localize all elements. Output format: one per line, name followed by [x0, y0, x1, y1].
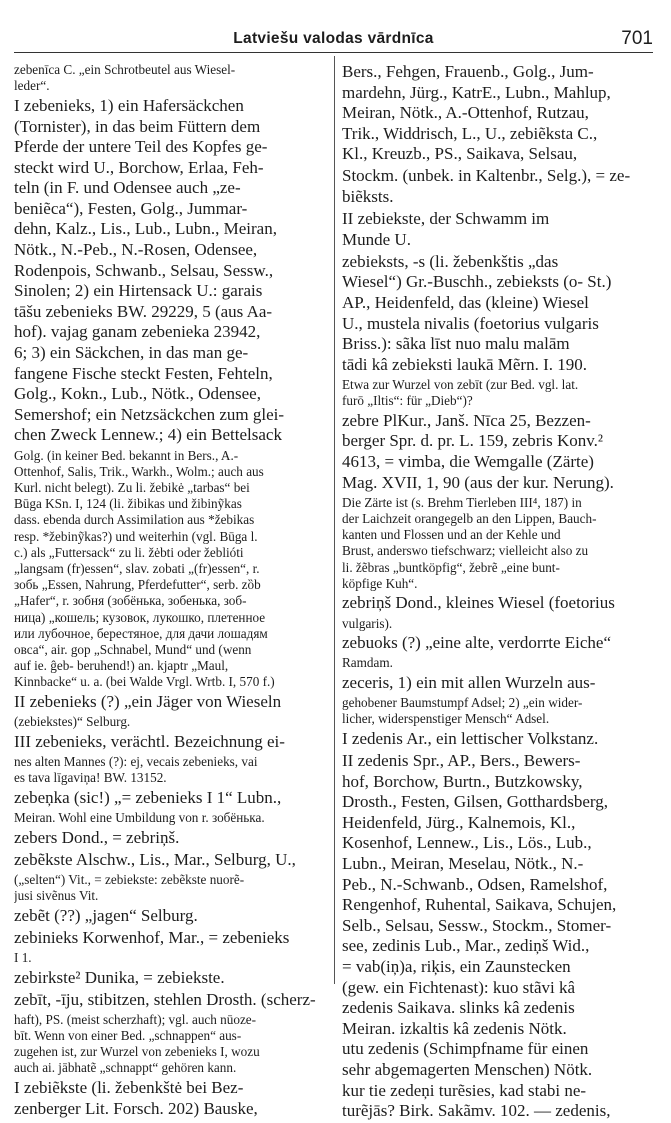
- entry-line: Trik., Widdrisch, L., U., zebiẽksta C.,: [342, 123, 598, 143]
- entry-line: Mag. XVII, 1, 90 (aus der kur. Nerung).: [342, 472, 614, 492]
- entry-line: dehn, Kalz., Lis., Lub., Lubn., Meiran,: [14, 219, 277, 239]
- entry-line: (gew. ein Fichtenast): kuo stãvi kâ: [342, 977, 576, 997]
- dictionary-entry: [14, 872, 326, 904]
- entry-line: („selten“) Vit., = zebiekste: zebẽkste nuorẽ-: [14, 871, 245, 887]
- entry-line: hof). vajag ganam zebenieka 23942,: [14, 322, 261, 342]
- entry-line: zugehen ist, zur Wurzel von zebenieks I, wozu: [14, 1044, 260, 1060]
- entry-line: 4613, = vimba, die Wemgalle (Zärte): [342, 452, 594, 471]
- dictionary-entry: [14, 692, 326, 713]
- entry-line: mardehn, Jürg., KatrE., Lubn., Mahlup,: [342, 82, 611, 102]
- entry-line: Nötk., N.-Peb., N.-Rosen, Odensee,: [14, 240, 258, 260]
- entry-line: I zedenis Ar., ein lettischer Volkstanz.: [342, 729, 599, 748]
- entry-line: „Hafer“, r. зобня (зобёнька, зобенька, зоб-: [14, 593, 247, 609]
- entry-line: или лубочное, берестяное, для дачи лошадям: [14, 625, 268, 641]
- dictionary-entry: [342, 411, 655, 493]
- entry-line: Brust, anderswo tiefschwarz; vielleicht also zu: [342, 543, 589, 559]
- entry-line: jusi sivẽnus Vit.: [14, 888, 99, 904]
- dictionary-entry: [14, 62, 326, 94]
- entry-line: zebẽt (??) „jagen“ Selburg.: [14, 905, 198, 925]
- entry-line: Ramdam.: [342, 655, 393, 671]
- entry-line: Rodenpois, Schwanb., Selsau, Sessw.,: [14, 260, 274, 280]
- entry-line: bīt. Wenn von einer Bed. „schnappen“ aus-: [14, 1028, 242, 1044]
- entry-line: köpfige Kuh“.: [342, 575, 418, 591]
- dictionary-entry: [342, 695, 655, 727]
- entry-line: „langsam (fr)essen“, slav. zobati „(fr)essen“, r.: [14, 560, 260, 576]
- entry-line: tāšu zebenieks BW. 29229, 5 (aus Aa-: [14, 301, 273, 321]
- entry-line: Meiran. Wohl eine Umbildung von r. зобёнька.: [14, 809, 265, 825]
- entry-line: (Tornister), in das beim Füttern dem: [14, 116, 261, 136]
- entry-line: c.) als „Futtersack“ zu li. žėbti oder žeblióti: [14, 544, 244, 560]
- dictionary-entry: [342, 252, 655, 376]
- entry-line: Munde U.: [342, 229, 411, 249]
- entry-line: zebre PlKur., Janš. Nīca 25, Bezzen-: [342, 410, 591, 430]
- entry-line: Golg., Kokn., Lub., Nötk., Odensee,: [14, 384, 261, 404]
- entry-line: zebriņš Dond., kleines Wiesel (foetorius: [342, 593, 615, 613]
- entry-line: Selb., Selsau, Sessw., Stockm., Stomer-: [342, 915, 612, 935]
- entry-line: Peb., N.-Schwanb., Odsen, Ramelshof,: [342, 874, 608, 894]
- entry-line: zenberger Lit. Forsch. 202) Bauske,: [14, 1098, 258, 1118]
- entry-line: Kl., Kreuzb., PS., Saikava, Selsau,: [342, 144, 578, 164]
- page-header: [14, 28, 653, 53]
- entry-line: Golg. (in keiner Bed. bekannt in Bers., A.-: [14, 447, 239, 463]
- column-divider: [334, 56, 335, 984]
- entry-line: Pferde der untere Teil des Kopfes ge-: [14, 137, 268, 157]
- entry-line: (zebiekstes)“ Selburg.: [14, 714, 131, 730]
- entry-line: es tava līgaviņa! BW. 13152.: [14, 770, 167, 786]
- entry-line: ница) „кошель; кузовок, лукошко, плетенное: [14, 609, 266, 625]
- entry-line: I zebiẽkste (li. žebenkštė bei Bez-: [14, 1078, 244, 1098]
- entry-line: II zedenis Spr., AP., Bers., Bewers-: [342, 751, 581, 771]
- dictionary-entry: [14, 788, 326, 809]
- dictionary-entry: [14, 1078, 326, 1119]
- entry-line: leder“.: [14, 78, 50, 94]
- entry-line: utu zedenis (Schimpfname für einen: [342, 1039, 589, 1059]
- left-column: [14, 62, 326, 1121]
- dictionary-entry: [14, 968, 326, 989]
- entry-line: auf ie. ĝeb- beruhend!) an. kjaptr „Maul,: [14, 658, 229, 674]
- entry-line: Kosenhof, Lennew., Lis., Lös., Lub.,: [342, 833, 592, 853]
- entry-line: steckt wird U., Borchow, Erlaa, Feh-: [14, 157, 264, 177]
- entry-line: Kurl. nicht belegt). Zu li. žebikė „tarbas“ bei: [14, 479, 250, 495]
- entry-line: kur tie zedeņi turẽsies, kad stabi ne-: [342, 1080, 587, 1100]
- dictionary-entry: [14, 950, 326, 966]
- dictionary-entry: [14, 990, 326, 1011]
- entry-line: chen Zweck Lennew.; 4) ein Bettelsack: [14, 425, 282, 445]
- dictionary-entry: [14, 1012, 326, 1077]
- entry-line: zebīt, -īju, stibitzen, stehlen Drosth. (scherz-: [14, 989, 316, 1009]
- entry-line: gehobener Baumstumpf Adsel; 2) „ein wider-: [342, 695, 583, 711]
- entry-line: = vab(iņ)a, riķis, ein Zaunstecken: [342, 957, 571, 977]
- entry-line: der Laichzeit orangegelb an den Lippen, Bauch-: [342, 510, 597, 526]
- entry-line: dass. ebenda durch Assimilation aus *žebikas: [14, 512, 255, 528]
- dictionary-entry: [14, 754, 326, 786]
- entry-line: sehr abgemagerten Menschen) Nötk.: [342, 1060, 593, 1079]
- entry-line: Semershof; ein Netzsäckchen zum glei-: [14, 404, 285, 424]
- dictionary-entry: [342, 593, 655, 614]
- page-number: 701: [621, 28, 653, 49]
- entry-line: haft), PS. (meist scherzhaft); vgl. auch nūoze-: [14, 1011, 257, 1027]
- entry-line: AP., Heidenfeld, das (kleine) Wiesel: [342, 293, 589, 313]
- dictionary-entry: [342, 751, 655, 1122]
- entry-line: Meiran. izkaltis kâ zedenis Nötk.: [342, 1018, 567, 1038]
- entry-line: nes alten Mannes (?): ej, vecais zebenieks, vai: [14, 753, 258, 769]
- dictionary-entry: [14, 928, 326, 949]
- entry-line: Rengenhof, Ruhental, Saikava, Schujen,: [342, 895, 617, 915]
- dictionary-entry: [342, 166, 655, 207]
- entry-line: zebinieks Korwenhof, Mar., = zebenieks: [14, 927, 290, 947]
- entry-line: zebẽkste Alschw., Lis., Mar., Selburg, U.,: [14, 849, 296, 869]
- entry-line: vulgaris).: [342, 615, 393, 631]
- entry-line: zedenis Saikava. slinks kâ zedenis: [342, 998, 575, 1018]
- entry-line: zebenīca C. „ein Schrotbeutel aus Wiesel-: [14, 62, 236, 77]
- dictionary-entry: [14, 906, 326, 927]
- entry-line: resp. *žebinỹkas?) und weiterhin (vgl. Būga l.: [14, 528, 258, 544]
- entry-line: tādi kâ zebieksti laukā Mẽrn. I. 190.: [342, 354, 588, 374]
- entry-line: biẽksts.: [342, 187, 394, 207]
- entry-line: Bers., Fehgen, Frauenb., Golg., Jum-: [342, 62, 594, 81]
- entry-line: Heidenfeld, Jürg., Kalnemois, Kl.,: [342, 812, 576, 832]
- entry-line: zeceris, 1) ein mit allen Wurzeln aus-: [342, 673, 596, 692]
- entry-line: Ottenhof, Salis, Trik., Warkh., Wolm.; auch aus: [14, 463, 264, 479]
- dictionary-entry: [14, 850, 326, 871]
- entry-line: licher, widerspenstiger Mensch“ Adsel.: [342, 711, 550, 727]
- entry-line: Sinolen; 2) ein Hirtensack U.: garais: [14, 281, 263, 301]
- entry-line: kanten und Flossen und an der Kehle und: [342, 527, 561, 543]
- dictionary-entry: [342, 673, 655, 694]
- entry-line: I zebenieks, 1) ein Hafersäckchen: [14, 95, 244, 115]
- entry-line: Būga KSn. I, 124 (li. žibikas und žibinỹkas: [14, 496, 242, 512]
- entry-line: II zebiekste, der Schwamm im: [342, 209, 550, 229]
- entry-line: zebirkste² Dunika, = zebiekste.: [14, 967, 225, 987]
- dictionary-entry: [342, 495, 655, 592]
- entry-line: zebeņka (sic!) „= zebenieks I 1“ Lubn.,: [14, 787, 282, 807]
- entry-line: beniẽca“), Festen, Golg., Jummar-: [14, 198, 248, 218]
- entry-line: hof, Borchow, Burtn., Butzkowsky,: [342, 771, 583, 791]
- entry-line: Kinnbacke“ u. a. (bei Walde Vrgl. Wrtb. I, 570 f.): [14, 674, 275, 690]
- entry-line: U., mustela nivalis (foetorius vulgaris: [342, 313, 599, 333]
- entry-line: zebieksts, -s (li. žebenkštis „das: [342, 251, 559, 271]
- entry-line: turẽjās? Birk. Sakãmv. 102. — zedenis,: [342, 1101, 611, 1121]
- dictionary-entry: [14, 448, 326, 691]
- entry-line: Meiran, Nötk., A.-Ottenhof, Rutzau,: [342, 103, 589, 123]
- entry-line: Lubn., Meiran, Meselau, Nötk., N.-: [342, 854, 584, 874]
- entry-line: I 1.: [14, 949, 32, 965]
- dictionary-entry: [342, 62, 655, 165]
- running-title: Latviešu valodas vārdnīca: [233, 30, 434, 47]
- entry-line: II zebenieks (?) „ein Jäger von Wieseln: [14, 692, 282, 712]
- dictionary-entry: [342, 209, 655, 250]
- entry-line: зобь „Essen, Nahrung, Pferdefutter“, serb. zȍb: [14, 577, 261, 593]
- entry-line: Etwa zur Wurzel von zebīt (zur Bed. vgl. lat.: [342, 376, 579, 392]
- entry-line: Briss.): sãka līst nuo malu malām: [342, 334, 570, 354]
- entry-line: furō „Iltis“: für „Dieb“)?: [342, 393, 473, 409]
- entry-line: zebuoks (?) „eine alte, verdorrte Eiche“: [342, 633, 612, 653]
- dictionary-entry: [14, 810, 326, 826]
- entry-line: teln (in F. und Odensee auch „ze-: [14, 178, 241, 198]
- entry-line: овса“, air. gop „Schnabel, Mund“ und (wenn: [14, 641, 252, 657]
- dictionary-entry: [14, 828, 326, 849]
- right-column: [342, 62, 655, 1123]
- dictionary-entry: [342, 377, 655, 409]
- dictionary-entry: [342, 616, 655, 632]
- dictionary-entry: [14, 96, 326, 446]
- entry-line: li. žẽbras „buntköpfig“, žebrẽ „eine bunt-: [342, 559, 560, 575]
- dictionary-entry: [342, 729, 655, 750]
- entry-line: III zebenieks, verächtl. Bezeichnung ei-: [14, 731, 285, 751]
- entry-line: see, zedinis Lub., Mar., zediņš Wid.,: [342, 936, 590, 956]
- entry-line: zebers Dond., = zebriņš.: [14, 827, 180, 847]
- entry-line: 6; 3) ein Säckchen, in das man ge-: [14, 343, 249, 363]
- dictionary-entry: [342, 633, 655, 654]
- entry-line: berger Spr. d. pr. L. 159, zebris Konv.²: [342, 431, 604, 451]
- entry-line: auch ai. jābhatẽ „schnappt“ gehören kann.: [14, 1060, 237, 1076]
- entry-line: Die Zärte ist (s. Brehm Tierleben III⁴, 187) in: [342, 494, 582, 510]
- dictionary-entry: [342, 655, 655, 671]
- entry-line: fangene Fische steckt Festen, Fehteln,: [14, 363, 273, 383]
- dictionary-entry: [14, 714, 326, 730]
- entry-line: Wiesel“) Gr.-Buschh., zebieksts (o- St.): [342, 272, 612, 292]
- dictionary-entry: [14, 732, 326, 753]
- entry-line: Drosth., Festen, Gilsen, Gotthardsberg,: [342, 792, 608, 812]
- entry-line: Stockm. (unbek. in Kaltenbr., Selg.), = ze-: [342, 166, 631, 186]
